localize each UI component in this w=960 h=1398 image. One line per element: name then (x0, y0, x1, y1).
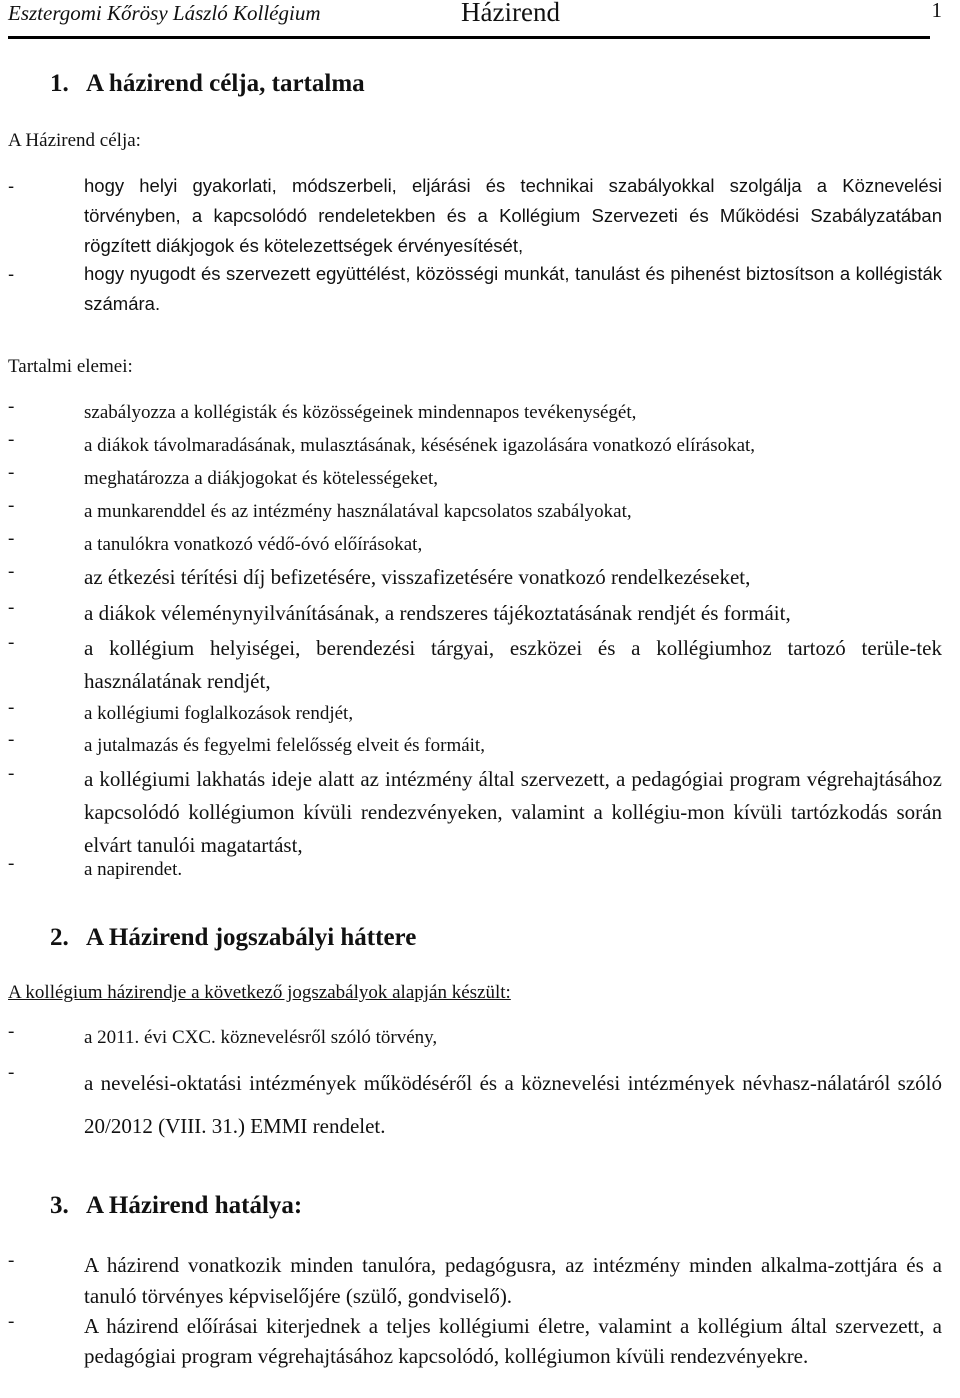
list-dash: - (8, 763, 15, 784)
content-item (8, 729, 942, 762)
content-item-text: az étkezési térítési díj befizetésére, visszafizetésére vonatkozó rendelkezéseket, (84, 565, 751, 589)
content-item-text: a munkarenddel és az intézmény használatával kapcsolatos szabályokat, (84, 501, 632, 522)
page-header (8, 0, 942, 32)
scope-item-text: A házirend előírásai kiterjednek a teljes kollégiumi életre, valamint a kollégium által szervezett, a pedagógiai program végrehajtásához kapcsolódó, kollégiumon kívüli rendezvényekre. (84, 1314, 942, 1368)
content-item (8, 853, 942, 886)
scope-item (8, 1250, 942, 1312)
content-item-text: a kollégium helyiségei, berendezési tárgyai, eszközei és a kollégiumhoz tartozó terüle-tek használatának rendjét, (84, 636, 942, 693)
section-2-number: 2. (50, 924, 69, 951)
section-3-number: 3. (50, 1192, 69, 1219)
header-doc-title: Házirend (461, 0, 560, 27)
scope-item (8, 1311, 942, 1371)
purpose-item-text: hogy nyugodt és szervezett együttélést, közösségi munkát, tanulást és pihenést biztosítson a kollégisták számára. (84, 263, 942, 314)
content-item-text: a diákok távolmaradásának, mulasztásának, késésének igazolására vonatkozó elírásokat, (84, 435, 756, 456)
list-dash: - (8, 528, 15, 549)
content-item (8, 396, 942, 429)
list-dash: - (8, 1062, 15, 1083)
content-item-text: a diákok véleménynyilvánításának, a rendszeres tájékoztatásának rendjét és formáit, (84, 601, 791, 625)
section-1-title: A házirend célja, tartalma (86, 70, 365, 97)
content-item (8, 429, 942, 462)
law-item (8, 1021, 942, 1054)
content-item-text: a kollégiumi lakhatás ideje alatt az intézmény által szervezett, a pedagógiai program végrehajtásához kapcsolódó kollégiumon kívüli rendezvényeken, valamint a kollégiu-mon kívüli tartózkodás során elvárt tanulói magatartást, (84, 767, 942, 857)
list-dash: - (8, 175, 15, 196)
list-dash: - (8, 462, 15, 483)
content-item (8, 528, 942, 561)
law-item-text: a nevelési-oktatási intézmények működéséről és a köznevelési intézmények névhasz-nálatáról szóló 20/2012 (VIII. 31.) EMMI rendelet. (84, 1071, 942, 1138)
content-item-text: a kollégiumi foglalkozások rendjét, (84, 703, 354, 724)
list-dash: - (8, 1311, 15, 1332)
section-1-heading (50, 70, 365, 98)
header-rule (8, 36, 930, 39)
content-item (8, 495, 942, 528)
page-number: 1 (931, 0, 942, 22)
section-2-heading (50, 924, 416, 952)
header-institution: Esztergomi Kőrösy László Kollégium (8, 1, 321, 25)
scope-item-text: A házirend vonatkozik minden tanulóra, pedagógusra, az intézmény minden alkalma-zottjára és a tanuló törvényes képviselőjére (szülő, gondviselő). (84, 1253, 942, 1308)
content-item (8, 632, 942, 698)
list-dash: - (8, 263, 15, 284)
section-2-subtitle: A kollégium házirendje a következő jogszabályok alapján készült: (8, 982, 511, 1003)
section-2-title: A Házirend jogszabályi háttere (86, 924, 417, 951)
content-item (8, 561, 942, 594)
section-3-title: A Házirend hatálya: (86, 1192, 303, 1219)
list-dash: - (8, 697, 15, 718)
list-dash: - (8, 1250, 15, 1271)
content-item (8, 597, 942, 630)
list-dash: - (8, 729, 15, 750)
purpose-item-text: hogy helyi gyakorlati, módszerbeli, eljárási és technikai szabályokkal szolgálja a Köznevelési törvényben, a kapcsolódó rendeletekben és a Kollégium Szervezeti és Működési Szabályzatában rögzített diákjogok és kötelezettségek érvényesítését, (84, 175, 942, 256)
section-1-number: 1. (50, 70, 69, 97)
section-3-heading (50, 1192, 302, 1220)
list-dash: - (8, 853, 15, 874)
content-label: Tartalmi elemei: (8, 356, 133, 377)
content-item-text: szabályozza a kollégisták és közösségeinek mindennapos tevékenységét, (84, 402, 637, 423)
list-dash: - (8, 495, 15, 516)
list-dash: - (8, 429, 15, 450)
law-item (8, 1062, 942, 1148)
list-dash: - (8, 396, 15, 417)
content-item (8, 462, 942, 495)
content-item-text: meghatározza a diákjogokat és kötelességeket, (84, 468, 438, 489)
list-dash: - (8, 632, 15, 653)
purpose-label: A Házirend célja: (8, 130, 141, 151)
content-item-text: a napirendet. (84, 859, 183, 880)
content-item (8, 763, 942, 862)
content-item-text: a tanulókra vonatkozó védő-óvó előírásokat, (84, 534, 423, 555)
law-item-text: a 2011. évi CXC. köznevelésről szóló törvény, (84, 1027, 438, 1048)
content-item (8, 697, 942, 730)
content-item-text: a jutalmazás és fegyelmi felelősség elveit és formáit, (84, 735, 485, 756)
purpose-item (8, 171, 942, 261)
list-dash: - (8, 597, 15, 618)
purpose-item (8, 259, 942, 319)
list-dash: - (8, 1021, 15, 1042)
list-dash: - (8, 561, 15, 582)
